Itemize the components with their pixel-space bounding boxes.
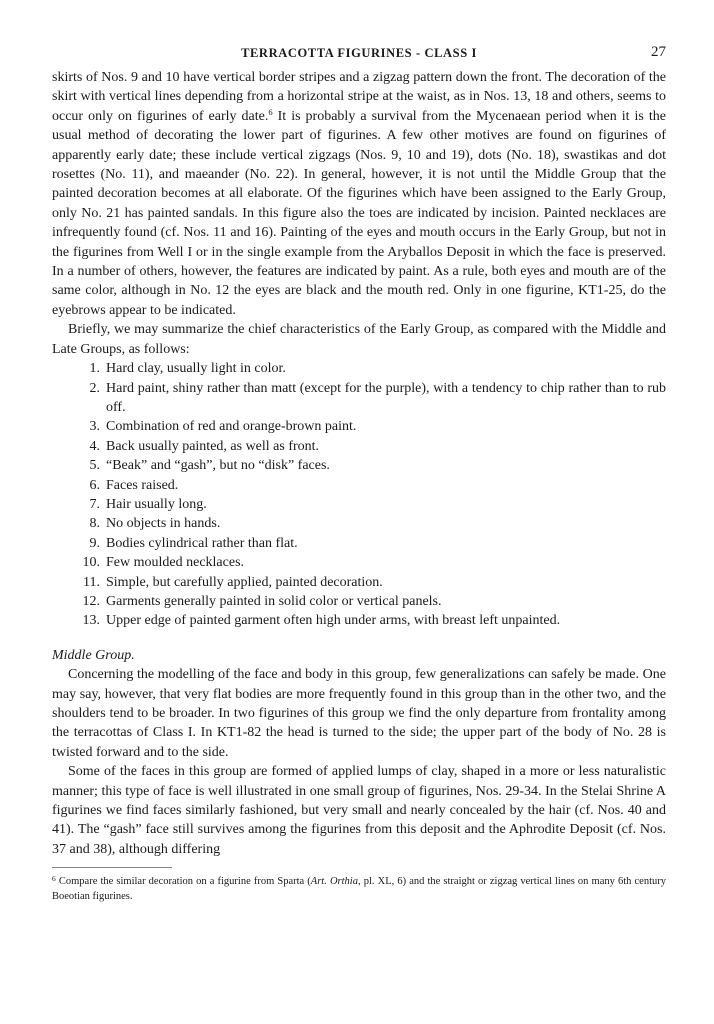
list-item — [52, 495, 666, 514]
list-number: 2. — [89, 380, 100, 396]
page — [52, 46, 666, 904]
footnote-citation-title: Art. Orthia — [310, 876, 358, 888]
list-number: 6. — [89, 477, 100, 493]
running-head-title: TERRACOTTA FIGURINES - CLASS I — [241, 46, 477, 60]
body-text — [52, 68, 666, 859]
footnote-text: Compare the similar decoration on a figurine from Sparta ( — [55, 876, 311, 888]
list-item — [52, 437, 666, 456]
list-item — [52, 359, 666, 378]
footnote-divider — [52, 867, 172, 868]
list-item — [52, 611, 666, 630]
footnote-reference[interactable]: 6 — [268, 106, 273, 117]
footnote-mark: 6 — [52, 874, 56, 884]
list-number: 13. — [82, 613, 100, 629]
list-number: 1. — [89, 361, 100, 377]
page-number: 27 — [651, 44, 666, 60]
list-item-text: No objects in hands. — [106, 516, 221, 532]
paragraph — [52, 68, 666, 320]
footnote — [52, 872, 666, 904]
list-item-text: Garments generally painted in solid color or vertical panels. — [106, 593, 442, 609]
list-number: 8. — [89, 516, 100, 532]
list-item-text: Back usually painted, as well as front. — [106, 438, 320, 454]
list-item-text: “Beak” and “gash”, but no “disk” faces. — [106, 458, 330, 474]
list-item — [52, 534, 666, 553]
running-head — [52, 46, 666, 68]
list-item — [52, 456, 666, 475]
list-item — [52, 476, 666, 495]
paragraph: Concerning the modelling of the face and body in this group, few generalizations can safely be made. One may say, however, that very flat bodies are more frequently found in this group than in the other two, and the shoulders tend to be broader. In two figurines of this group we find the only departure from frontality among the terracottas of Class I. In KT1-82 the head is turned to the side; the upper part of the body of No. 28 is twisted forward and to the side. — [52, 667, 666, 760]
list-number: 7. — [89, 496, 100, 512]
list-number: 11. — [83, 574, 100, 590]
list-number: 12. — [82, 593, 100, 609]
list-item-text: Upper edge of painted garment often high under arms, with breast left unpainted. — [106, 613, 561, 629]
list-item — [52, 379, 666, 418]
list-item — [52, 514, 666, 533]
list-number: 4. — [89, 438, 100, 454]
list-item-text: Faces raised. — [106, 477, 179, 493]
list-item-text: Combination of red and orange-brown paint. — [106, 419, 357, 435]
paragraph-text: skirts of Nos. 9 and 10 have vertical border stripes and a zigzag pattern down the front. The decoration of the skirt with vertical lines depending from a horizontal stripe at the waist, as in Nos. 13, 18 and others, seems to occur only on figurines of early date. — [52, 70, 666, 124]
list-number: 10. — [82, 555, 100, 571]
paragraph: Briefly, we may summarize the chief characteristics of the Early Group, as compared with the Middle and Late Groups, as follows: — [52, 322, 666, 357]
list-item-text: Simple, but carefully applied, painted decoration. — [106, 574, 383, 590]
list-item — [52, 592, 666, 611]
list-item — [52, 417, 666, 436]
paragraph: Some of the faces in this group are formed of applied lumps of clay, shaped in a more or less naturalistic manner; this type of face is well illustrated in one small group of figurines, Nos. 29-34. In the Stelai Shrine A figurines we find faces similarly fashioned, but very small and nearly concealed by the hair (cf. Nos. 40 and 41). The “gash” face still survives among the figurines from this deposit and the Aphrodite Deposit (cf. Nos. 37 and 38), although differing — [52, 764, 666, 857]
list-item-text: Bodies cylindrical rather than flat. — [106, 535, 298, 551]
characteristics-list — [52, 359, 666, 631]
list-number: 3. — [89, 419, 100, 435]
list-item — [52, 553, 666, 572]
list-number: 9. — [89, 535, 100, 551]
section-heading-middle-group: Middle Group. — [52, 647, 135, 663]
list-item-text: Hard clay, usually light in color. — [106, 361, 286, 377]
list-item — [52, 573, 666, 592]
list-item-text: Few moulded necklaces. — [106, 555, 245, 571]
list-item-text: Hard paint, shiny rather than matt (except for the purple), with a tendency to chip rather than to rub off. — [106, 380, 666, 415]
list-item-text: Hair usually long. — [106, 496, 207, 512]
list-number: 5. — [89, 458, 100, 474]
footnote-text: , pl. XL, 6) and the straight or zigzag vertical lines on many 6th century Boeotian figurines. — [52, 876, 666, 902]
paragraph-text: It is probably a survival from the Mycenaean period when it is the usual method of decorating the lower part of figurines. A few other motives are found on figurines of apparently early date; these include vertical zigzags (Nos. 9, 10 and 19), dots (No. 18), swastikas and dot rosettes (No. 11), and maeander (No. 22). In general, however, it is not until the Middle Group that the painted decoration becomes at all elaborate. Of the figurines which have been assigned to the Early Group, only No. 21 has painted sandals. In this figure also the toes are indicated by incision. Painted necklaces are infrequently found (cf. Nos. 11 and 16). Painting of the eyes and mouth occurs in the Early Group, but not in the figurines from Well I or in the single example from the Aryballos Deposit in which the face is preserved. In a number of others, however, the features are indicated by paint. As a rule, both eyes and mouth are of the same color, although in No. 12 the eyes are black and the mouth red. Only in one figurine, KT1-25, do the eyebrows appear to be indicated. — [52, 108, 666, 318]
